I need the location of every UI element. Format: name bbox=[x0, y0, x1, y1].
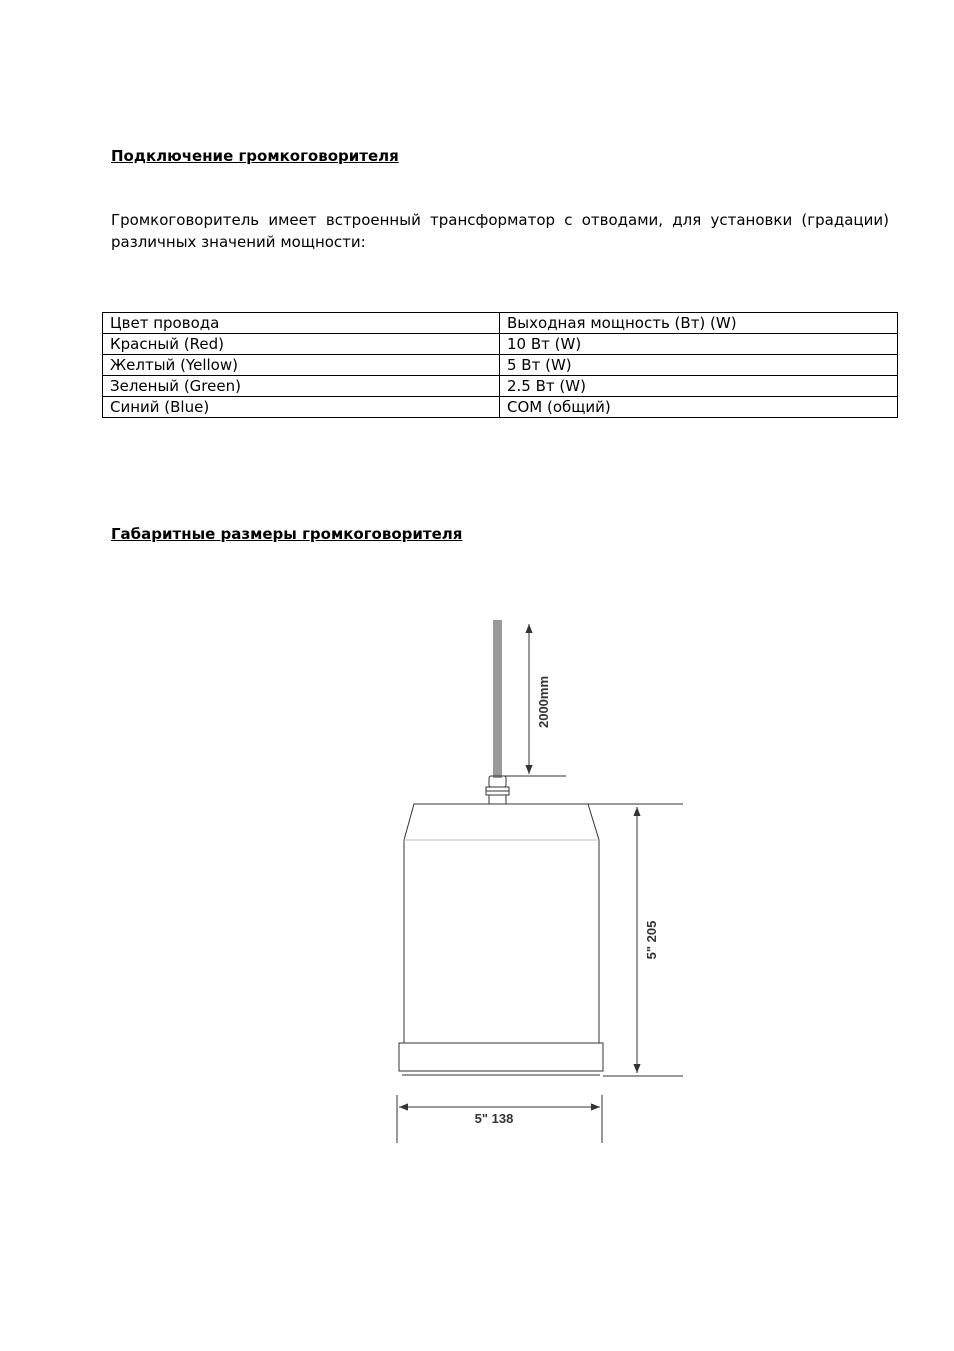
table-row bbox=[103, 355, 898, 376]
dimensions-heading: Габаритные размеры громкоговорителя bbox=[111, 525, 463, 543]
intro-line-2: различных значений мощности: bbox=[111, 233, 366, 251]
power-cell: 5 Вт (W) bbox=[500, 355, 898, 376]
table-row bbox=[103, 376, 898, 397]
power-cell: 10 Вт (W) bbox=[500, 334, 898, 355]
wire-color-cell: Красный (Red) bbox=[103, 334, 500, 355]
speaker-base bbox=[399, 1043, 603, 1075]
connection-heading: Подключение громкоговорителя bbox=[111, 147, 399, 165]
width-label: 5" 138 bbox=[474, 1111, 514, 1126]
wire-color-table bbox=[102, 312, 898, 418]
table-header-cell: Выходная мощность (Вт) (W) bbox=[500, 313, 898, 334]
cable-length-label: 2000mm bbox=[536, 675, 551, 729]
table-row bbox=[103, 334, 898, 355]
power-cell: 2.5 Вт (W) bbox=[500, 376, 898, 397]
speaker-body bbox=[404, 804, 599, 1043]
cable-length-dimension bbox=[502, 624, 566, 776]
intro-line-1: Громкоговоритель имеет встроенный трансформатор с отводами, для установки (градации) bbox=[111, 211, 889, 229]
power-cell: COM (общий) bbox=[500, 397, 898, 418]
table-header-cell: Цвет провода bbox=[103, 313, 500, 334]
cable-gland bbox=[486, 776, 509, 804]
wire-color-cell: Желтый (Yellow) bbox=[103, 355, 500, 376]
wire-color-cell: Синий (Blue) bbox=[103, 397, 500, 418]
cable bbox=[493, 620, 502, 778]
height-dimension bbox=[588, 804, 683, 1076]
wire-color-cell: Зеленый (Green) bbox=[103, 376, 500, 397]
height-label: 5" 205 bbox=[644, 920, 659, 960]
speaker-dimension-drawing bbox=[380, 610, 710, 1155]
table-header-row bbox=[103, 313, 898, 334]
connection-intro bbox=[111, 209, 889, 253]
table-row bbox=[103, 397, 898, 418]
